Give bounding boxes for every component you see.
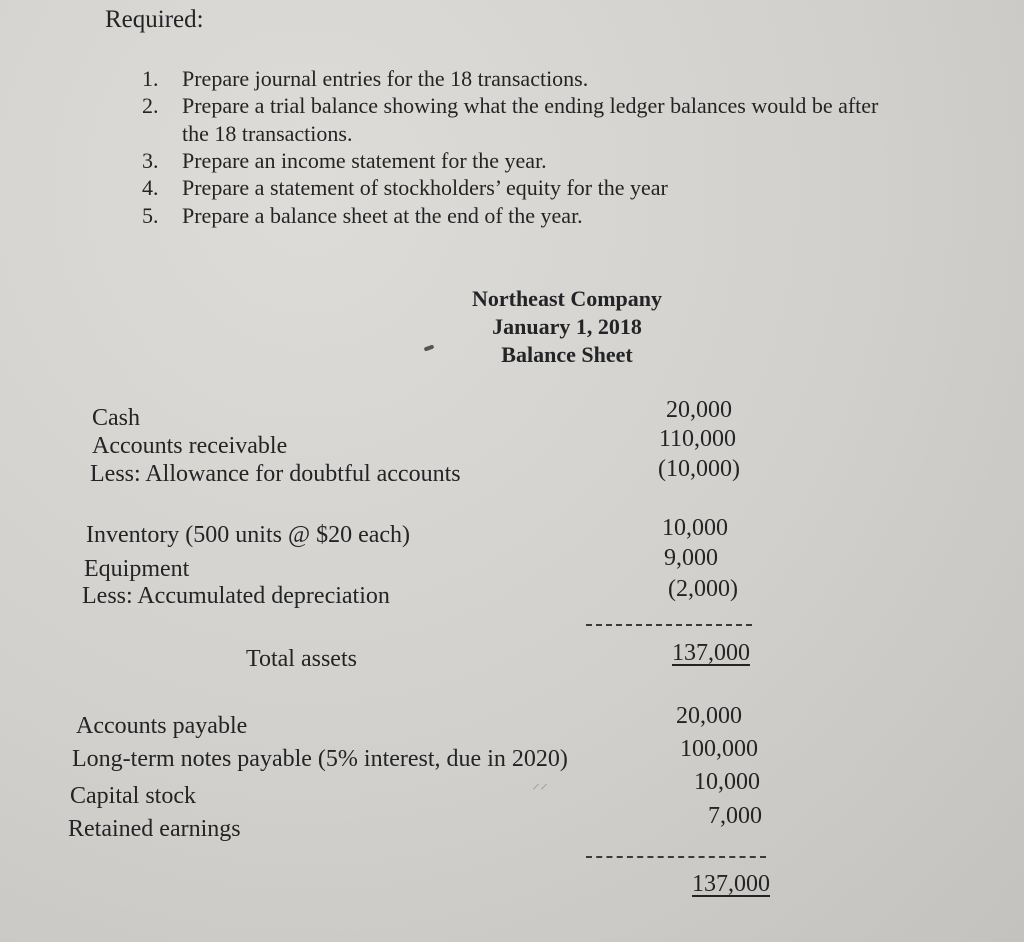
equity-amount: 10,000 bbox=[694, 769, 760, 795]
asset-amount: (10,000) bbox=[658, 456, 740, 482]
requirement-text: Prepare an income statement for the year. bbox=[182, 148, 547, 173]
equity-label: Retained earnings bbox=[68, 816, 241, 842]
requirement-item bbox=[142, 148, 1002, 174]
asset-amount: 10,000 bbox=[662, 515, 728, 541]
liability-label: Accounts payable bbox=[76, 713, 248, 739]
total-assets-label: Total assets bbox=[246, 646, 357, 672]
subtotal-dashed-rule bbox=[586, 856, 766, 858]
statement-title: Balance Sheet bbox=[501, 342, 633, 367]
requirement-number: 5. bbox=[142, 203, 159, 228]
asset-amount: 9,000 bbox=[664, 545, 718, 571]
total-liabilities-equity-amount: 137,000 bbox=[692, 871, 770, 897]
statement-date: January 1, 2018 bbox=[492, 314, 642, 339]
requirement-text: Prepare a balance sheet at the end of the year. bbox=[182, 203, 583, 228]
required-heading: Required: bbox=[105, 6, 204, 33]
asset-label: Inventory (500 units @ $20 each) bbox=[86, 522, 411, 548]
requirement-number: 1. bbox=[142, 66, 159, 91]
liability-amount: 100,000 bbox=[680, 736, 758, 762]
equity-label: Capital stock bbox=[70, 783, 196, 809]
requirement-text: Prepare a statement of stockholders’ equity for the year bbox=[182, 175, 668, 200]
asset-label: Accounts receivable bbox=[92, 433, 288, 459]
subtotal-dashed-rule bbox=[586, 624, 752, 626]
liability-label: Long-term notes payable (5% interest, due in 2020) bbox=[72, 746, 568, 772]
asset-amount: 110,000 bbox=[658, 426, 736, 452]
requirement-text: Prepare a trial balance showing what the ending ledger balances would be after bbox=[182, 93, 879, 118]
company-name: Northeast Company bbox=[471, 286, 663, 311]
faint-pencil-tick: ⸍⸍ bbox=[532, 782, 549, 799]
requirement-item bbox=[142, 66, 1002, 92]
liability-amount: 20,000 bbox=[676, 703, 742, 729]
asset-label: Cash bbox=[92, 405, 140, 431]
equity-amount: 7,000 bbox=[708, 803, 762, 829]
requirement-item bbox=[142, 175, 1002, 201]
requirement-item bbox=[142, 93, 1002, 145]
asset-amount: (2,000) bbox=[668, 576, 738, 602]
asset-amount: 20,000 bbox=[666, 397, 732, 423]
requirement-text: Prepare journal entries for the 18 transactions. bbox=[182, 66, 589, 91]
asset-label: Less: Allowance for doubtful accounts bbox=[90, 461, 461, 487]
requirement-text-continued: the 18 transactions. bbox=[182, 121, 353, 146]
asset-label: Less: Accumulated depreciation bbox=[82, 583, 390, 609]
requirement-number: 2. bbox=[142, 93, 159, 118]
requirement-number: 3. bbox=[142, 148, 159, 173]
requirement-item bbox=[142, 203, 1002, 229]
requirement-number: 4. bbox=[142, 175, 159, 200]
asset-label: Equipment bbox=[84, 556, 190, 582]
total-assets-amount: 137,000 bbox=[672, 640, 750, 666]
